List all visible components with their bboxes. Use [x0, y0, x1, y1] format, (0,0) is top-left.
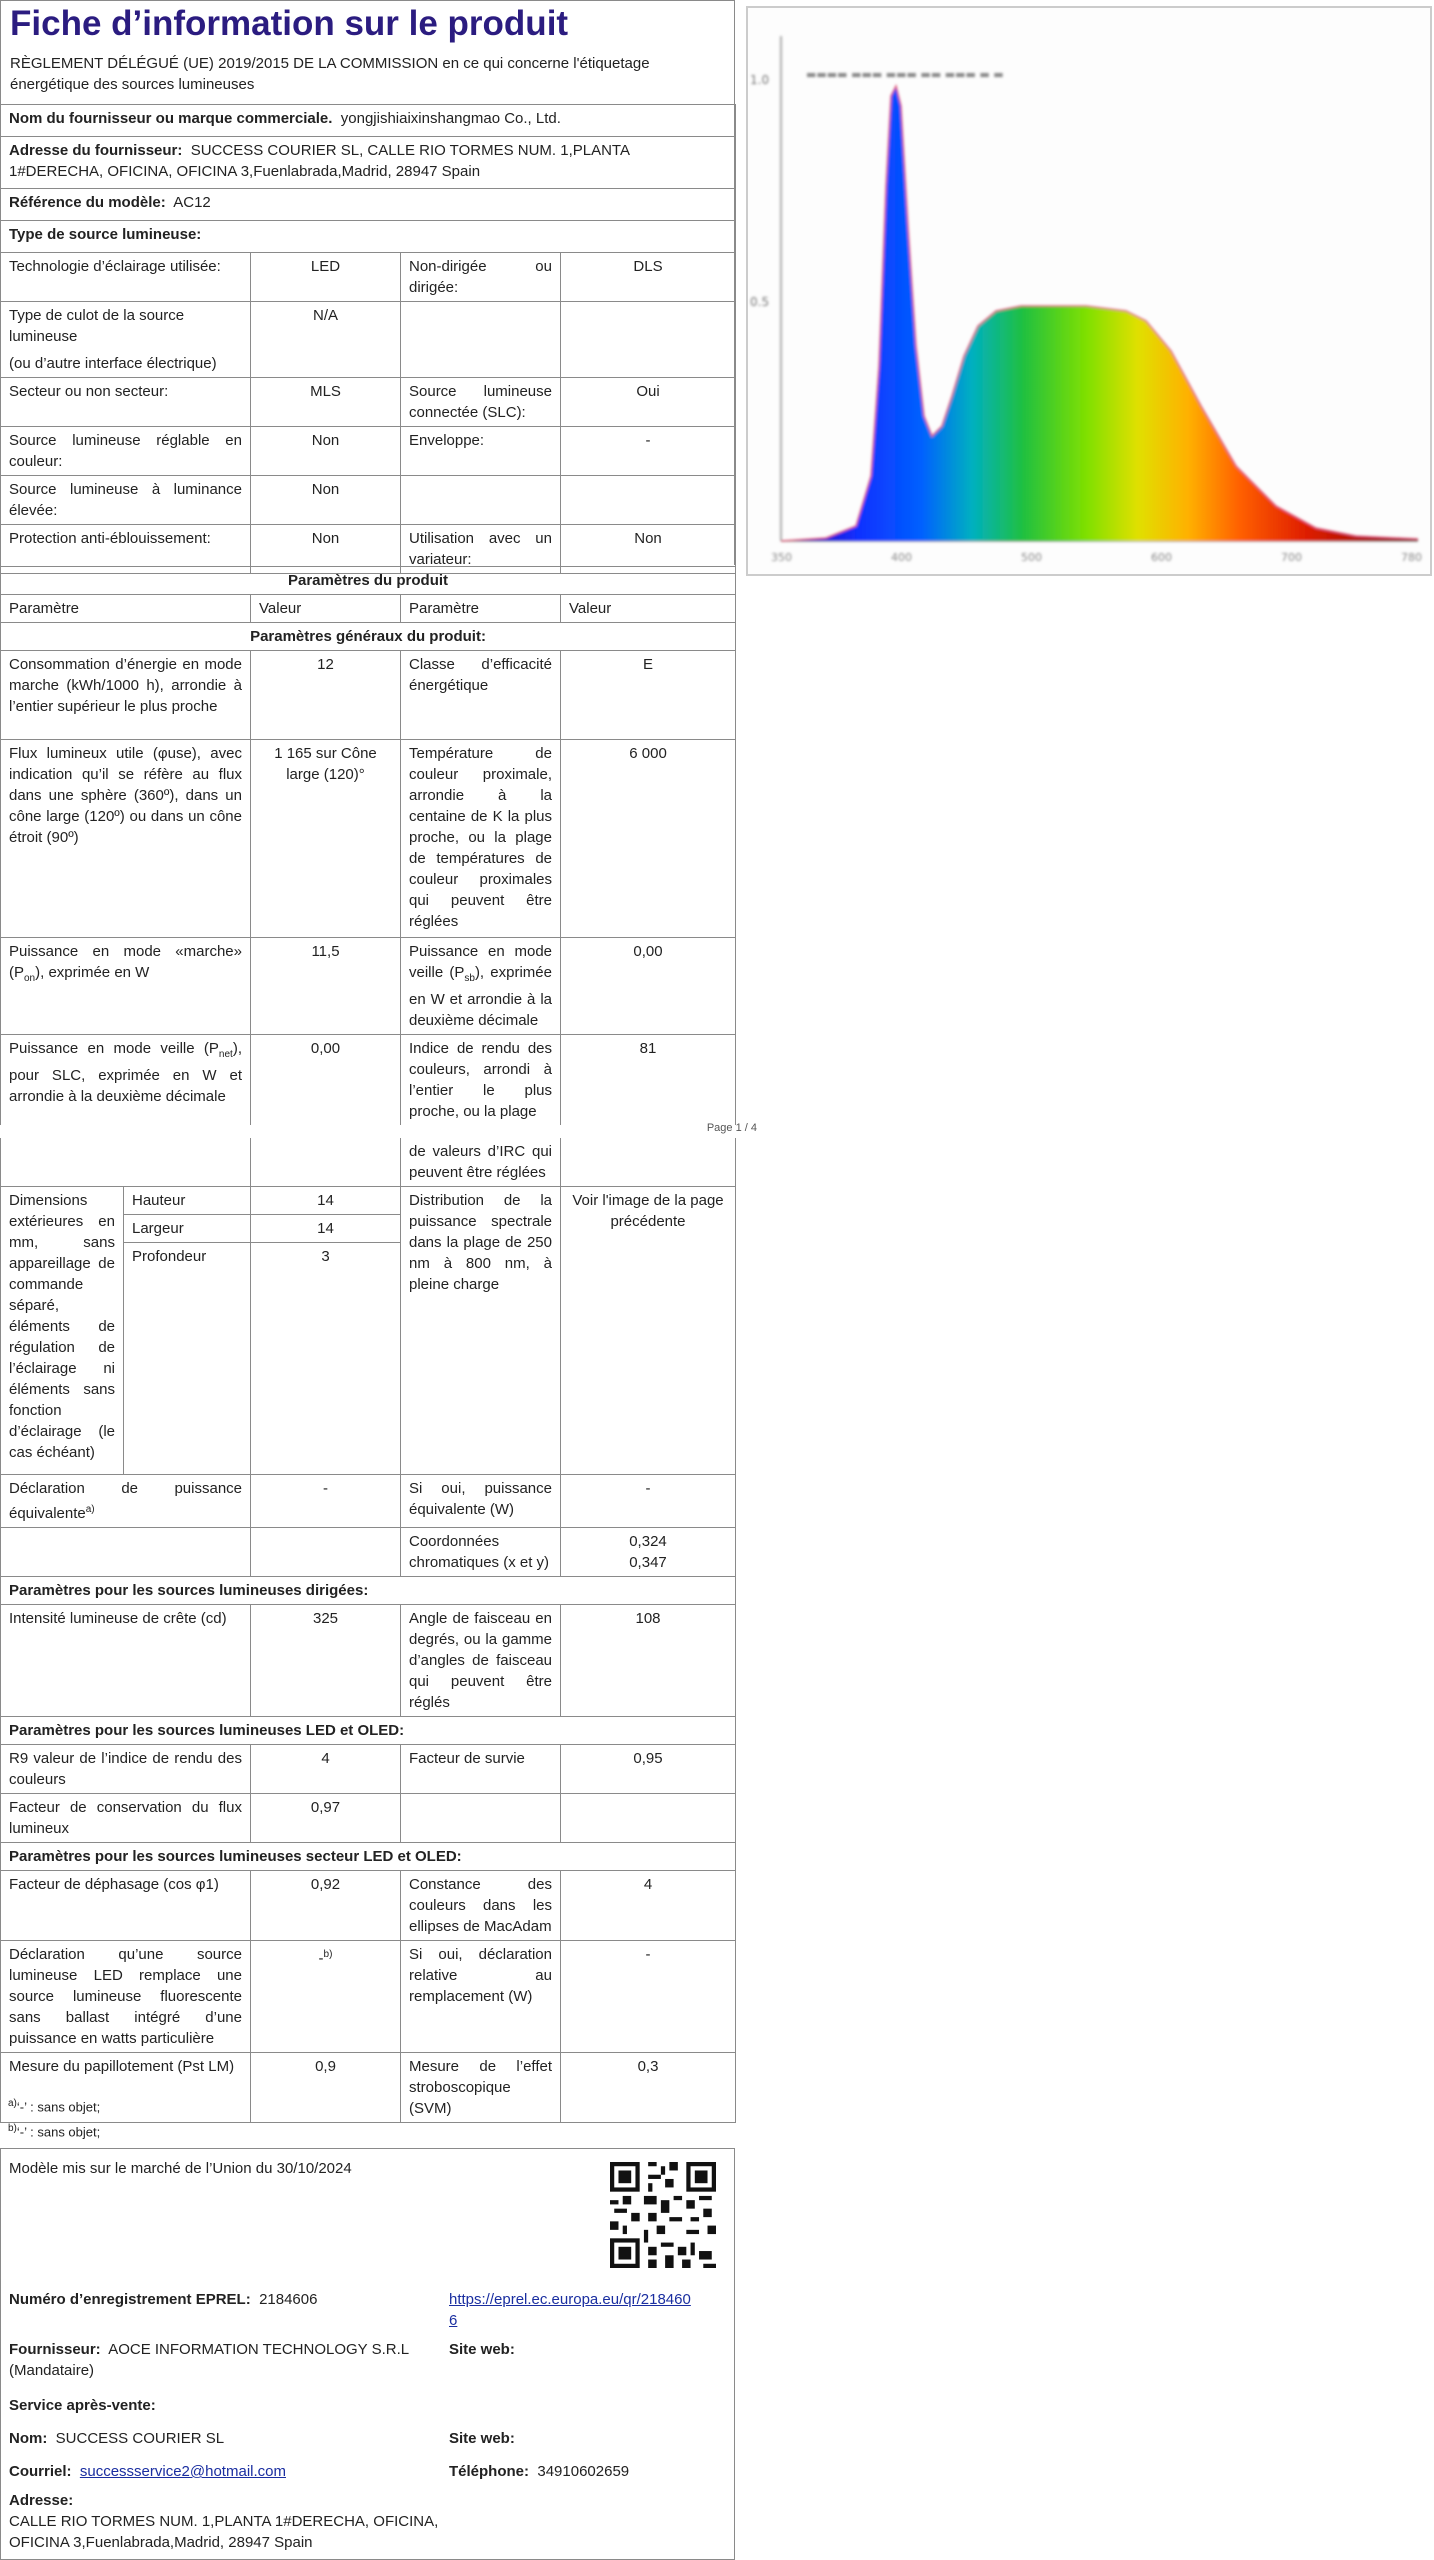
beam-label: Angle de faisceau en degrés, ou la gamme d’angles de faisceau qui peuvent être réglés — [401, 1605, 561, 1717]
energy-value: 12 — [251, 651, 401, 740]
product-params-table-cont — [0, 1138, 736, 2123]
page-title: Fiche d’information sur le produit — [10, 4, 569, 43]
equiv-value: - — [251, 1475, 401, 1528]
depth-label: Profondeur — [124, 1243, 251, 1475]
footnote-a: $^{a)}$‘-’ : sans objet; — [8, 2098, 101, 2115]
depth-value: 3 — [251, 1243, 401, 1475]
page-number: Page 1 / 4 — [706, 1122, 757, 1134]
service-phone: Téléphone: 34910602659 — [449, 2463, 630, 2480]
slc-value: Oui — [561, 378, 736, 427]
svm-label: Mesure de l’effet stroboscopique (SVM) — [401, 2053, 561, 2123]
width-value: 14 — [251, 1215, 401, 1243]
colour-label: Source lumineuse réglable en couleur: — [1, 427, 251, 476]
cri-value: 81 — [561, 1035, 736, 1126]
svg-text:600: 600 — [1151, 551, 1172, 564]
equiv-label: Déclaration de puissance équivalente$^{a)}$ — [1, 1475, 251, 1528]
psb-value: 0,00 — [561, 938, 736, 1035]
macadam-label: Constance des couleurs dans les ellipses de MacAdam — [401, 1871, 561, 1941]
pnet-value: 0,00 — [251, 1035, 401, 1126]
regulation-text: RÈGLEMENT DÉLÉGUÉ (UE) 2019/2015 DE LA COMMISSION en ce qui concerne l'étiquetage énergétique des sources lumineuses — [10, 55, 650, 93]
glare-label: Protection anti-éblouissement: — [1, 525, 251, 574]
width-label: Largeur — [124, 1215, 251, 1243]
directed-value: DLS — [561, 253, 736, 302]
flux-label: Flux lumineux utile (φuse), avec indication qu’il se réfère au flux dans une sphère (360º), dans un cône large (120º) ou dans un cône étroit (90º) — [1, 740, 251, 938]
svg-text:350: 350 — [771, 551, 792, 564]
replace-w-label: Si oui, déclaration relative au remplacement (W) — [401, 1941, 561, 2053]
energy-label: Consommation d’énergie en mode marche (kWh/1000 h), arrondie à l’entier supérieur le plus proche — [1, 651, 251, 740]
service-website-label: Site web: — [449, 2430, 515, 2447]
macadam-value: 4 — [561, 1871, 736, 1941]
chroma-label: Coordonnées chromatiques (x et y) — [401, 1528, 561, 1577]
tech-label: Technologie d’éclairage utilisée: — [1, 253, 251, 302]
psb-label: Puissance en mode veille $(P_{sb})$, exprimée en W et arrondie à la deuxième décimale — [401, 938, 561, 1035]
col-param-2: Paramètre — [401, 595, 561, 623]
mains-heading: Paramètres pour les sources lumineuses secteur LED et OLED: — [1, 1843, 736, 1871]
params-heading: Paramètres du produit — [1, 567, 736, 595]
supplier-info: Fournisseur: AOCE INFORMATION TECHNOLOGY S.R.L (Mandataire) — [9, 2341, 409, 2379]
peak-label: Intensité lumineuse de crête (cd) — [1, 1605, 251, 1717]
placed-on-market: Modèle mis sur le marché de l’Union du 30/10/2024 — [9, 2160, 352, 2177]
cri-label-cont: de valeurs d’IRC qui peuvent être réglées — [401, 1138, 561, 1187]
dimmer-label: Utilisation avec un variateur: — [401, 525, 561, 574]
col-param: Paramètre — [1, 595, 251, 623]
spd-label: Distribution de la puissance spectrale dans la plage de 250 nm à 800 nm, à pleine charge — [401, 1187, 561, 1475]
high-luminance-label: Source lumineuse à luminance élevée: — [1, 476, 251, 525]
height-label: Hauteur — [124, 1187, 251, 1215]
mains-label: Secteur ou non secteur: — [1, 378, 251, 427]
chroma-value: 0,324 0,347 — [561, 1528, 736, 1577]
pon-value: 11,5 — [251, 938, 401, 1035]
colour-value: Non — [251, 427, 401, 476]
page-2 — [0, 1138, 735, 2123]
cap-label: Type de culot de la source lumineuse (ou d’autre interface électrique) — [1, 302, 251, 378]
svg-text:700: 700 — [1281, 551, 1302, 564]
model-row: Référence du modèle: AC12 — [1, 189, 736, 221]
lumen-value: 0,97 — [251, 1794, 401, 1843]
replace-value: -$^{b)}$ — [251, 1941, 401, 2053]
class-value: E — [561, 651, 736, 740]
replace-w-value: - — [561, 1941, 736, 2053]
lumen-label: Facteur de conservation du flux lumineux — [1, 1794, 251, 1843]
service-name: Nom: SUCCESS COURIER SL — [9, 2430, 225, 2447]
supplier-name-row: Nom du fournisseur ou marque commerciale. yongjishiaixinshangmao Co., Ltd. — [1, 105, 736, 137]
cri-label: Indice de rendu des couleurs, arrondi à l’entier le plus proche, ou la plage — [401, 1035, 561, 1126]
after-sales-heading: Service après-vente: — [9, 2397, 156, 2414]
survival-value: 0,95 — [561, 1745, 736, 1794]
mains-value: MLS — [251, 378, 401, 427]
market-info-box — [0, 2148, 735, 2560]
replace-label: Déclaration qu’une source lumineuse LED remplace une source lumineuse fluorescente sans ballast intégré d’une puissance en watts particulière — [1, 1941, 251, 2053]
product-params-table — [0, 566, 736, 1125]
pst-value: 0,9 — [251, 2053, 401, 2123]
spd-value: Voir l'image de la page précédente — [561, 1187, 736, 1475]
led-heading: Paramètres pour les sources lumineuses LED et OLED: — [1, 1717, 736, 1745]
survival-label: Facteur de survie — [401, 1745, 561, 1794]
svg-text:0.5: 0.5 — [750, 295, 770, 309]
svg-text:400: 400 — [891, 551, 912, 564]
qr-code-icon — [610, 2162, 716, 2268]
envelope-value: - — [561, 427, 736, 476]
general-heading: Paramètres généraux du produit: — [1, 623, 736, 651]
eprel-link[interactable]: https://eprel.ec.europa.eu/qr/2184606 — [449, 2291, 691, 2329]
svg-text:▬▬▬▬ ▬▬▬ ▬▬▬ ▬▬ ▬▬▬ ▬ ▬: ▬▬▬▬ ▬▬▬ ▬▬▬ ▬▬ ▬▬▬ ▬ ▬ — [806, 68, 1004, 81]
envelope-label: Enveloppe: — [401, 427, 561, 476]
pon-label: Puissance en mode «marche» $(P_{on})$, exprimée en W — [1, 938, 251, 1035]
equiv-w-label: Si oui, puissance équivalente (W) — [401, 1475, 561, 1528]
svg-text:500: 500 — [1021, 551, 1042, 564]
high-luminance-value: Non — [251, 476, 401, 525]
email-link[interactable]: successservice2@hotmail.com — [79, 2463, 286, 2480]
tech-value: LED — [251, 253, 401, 302]
height-value: 14 — [251, 1187, 401, 1215]
pnet-label: Puissance en mode veille $(P_{net})$, pour SLC, exprimée en W et arrondie à la deuxième décimale — [1, 1035, 251, 1126]
slc-label: Source lumineuse connectée (SLC): — [401, 378, 561, 427]
pst-label: Mesure du papillotement (Pst LM) — [1, 2053, 251, 2123]
dimmer-value: Non — [561, 525, 736, 574]
spectral-distribution-image — [746, 6, 1432, 576]
r9-label: R9 valeur de l’indice de rendu des couleurs — [1, 1745, 251, 1794]
svm-value: 0,3 — [561, 2053, 736, 2123]
r9-value: 4 — [251, 1745, 401, 1794]
directed-heading: Paramètres pour les sources lumineuses dirigées: — [1, 1577, 736, 1605]
supplier-website-label: Site web: — [449, 2341, 515, 2358]
peak-value: 325 — [251, 1605, 401, 1717]
flux-value: 1 165 sur Cône large (120)° — [251, 740, 401, 938]
source-type-heading: Type de source lumineuse: — [1, 221, 736, 253]
footnote-b: $^{b)}$‘-’ : sans objet; — [8, 2123, 101, 2140]
cap-value: N/A — [251, 302, 401, 378]
beam-value: 108 — [561, 1605, 736, 1717]
service-address-label: Adresse: — [9, 2492, 74, 2509]
svg-text:780: 780 — [1401, 551, 1422, 564]
dims-label: Dimensions extérieures en mm, sans appareillage de commande séparé, éléments de régulation de l’éclairage ni éléments sans fonction d’éclairage (le cas échéant) — [1, 1187, 124, 1475]
service-address: CALLE RIO TORMES NUM. 1,PLANTA 1#DERECHA, OFICINA, OFICINA 3,Fuenlabrada,Madrid, 28947 Spain — [9, 2513, 439, 2551]
supplier-address-row: Adresse du fournisseur: SUCCESS COURIER SL, CALLE RIO TORMES NUM. 1,PLANTA 1#DERECHA, OFICINA, OFICINA 3,Fuenlabrada,Madrid, 28947 Spain — [1, 137, 736, 189]
cct-value: 6 000 — [561, 740, 736, 938]
equiv-w-value: - — [561, 1475, 736, 1528]
glare-value: Non — [251, 525, 401, 574]
col-value-2: Valeur — [561, 595, 736, 623]
supplier-table — [0, 104, 736, 574]
col-value: Valeur — [251, 595, 401, 623]
pf-label: Facteur de déphasage (cos φ1) — [1, 1871, 251, 1941]
class-label: Classe d’efficacité énergétique — [401, 651, 561, 740]
pf-value: 0,92 — [251, 1871, 401, 1941]
cct-label: Température de couleur proximale, arrondie à la centaine de K la plus proche, ou la plage de températures de couleur proximales qui peuvent être réglées — [401, 740, 561, 938]
svg-text:1.0: 1.0 — [750, 73, 770, 87]
directed-label: Non-dirigée ou dirigée: — [401, 253, 561, 302]
service-email: Courriel: successservice2@hotmail.com — [9, 2463, 286, 2480]
eprel-number: Numéro d’enregistrement EPREL: 2184606 — [9, 2291, 318, 2308]
